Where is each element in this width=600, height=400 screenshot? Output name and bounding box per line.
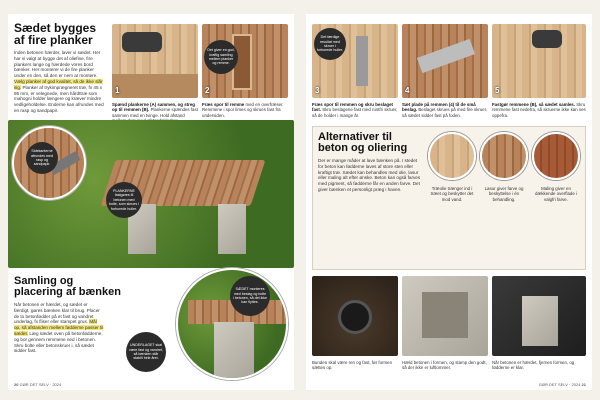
- bottom-caption-3: Når betonen er hærdet, fjernes formen, og fødderne er klar.: [492, 360, 575, 371]
- step3-number: 3: [315, 86, 320, 95]
- page-title-line2: af fire planker: [14, 33, 93, 47]
- tube-shape: [338, 300, 372, 334]
- mould-shape: [422, 292, 468, 338]
- step1-photo: [112, 24, 198, 98]
- plank-shape: [112, 74, 198, 98]
- intro-text: Inden betonen hærder, laver vi sædet. Her har vi valgt at bygge det af oliefine, fire plankers lange og hærdede vores bord bænker. Her monterer vi de fire planker under en den, så den er nem at montere. Vælg planker af god kvalitet, så de ikke slår sig. Planker af trykimprægneret træ, fx 45 x 95 mm, er velegnede, men hårdttræ som mahogni holder længere og kræver mindre vedligeholdelse. Enderne kan afrundes med en rasp og sandpapir.: [14, 50, 104, 113]
- plate-shape: [417, 39, 475, 73]
- hands-shape: [122, 32, 162, 52]
- section-highlight: Mål op, så afstanden mellem fødderne passer til sædet.: [14, 319, 104, 336]
- bottom-photo-3: [492, 276, 586, 356]
- middle-tag: PLANKERNE fastgøres til betonen med bolte, som skrues i forborede huller.: [106, 182, 142, 218]
- step5-number: 5: [495, 86, 500, 95]
- oil-caption: Træolie trænger ind i træet og beskytter det mod vand.: [430, 186, 474, 202]
- step4-number: 4: [405, 86, 410, 95]
- step5-caption: Fastgør remmene (B), så sædet samles. Skru remmene fast nedefra, så skruerne ikke kan ses oppefra.: [492, 102, 586, 118]
- section-text: Når betonen er hærdet, og sædet er færdigt, gøres bænken klar til brug. Placer de to betonfødder på et fast og vandret underlag, fx fliser eller stampet grus. Mål op, så afstanden mellem fødderne passer til sædet. Læg sædet oven på betonfødderne, og bor gennem remmene ned i betonen. Skru bolte eller betonskruer i, så sædet sidder fast.: [14, 302, 104, 354]
- alt-text: Der er mange måder at lave bænken på. I stedet for beton kan fødderne laves af store sten eller kraftigt træ. Sædet kan behandles med olie, lasur eller maling alt efter ønske. Beton kan også farves med pigment, så fødderne får en anden farve. Det giver bænken et personligt præg i haven.: [318, 158, 421, 192]
- step3-tag: Det færdige resultat med skruer i forborede huller.: [314, 28, 346, 60]
- right-page: [306, 14, 592, 390]
- bracket-shape: [356, 36, 368, 86]
- lasur-caption: Lasur giver farve og beskyttelse i én behandling.: [484, 186, 524, 202]
- bottom-photo-1: [312, 276, 398, 356]
- step1-number: 1: [115, 86, 120, 95]
- step1-caption: Spænd plankerne (A) sammen, og streg op til remmen (B). Plankerne spændes fast sammen med en tvinge. Hold afstand: [112, 102, 198, 118]
- section-title-line1: Samling og: [14, 275, 74, 287]
- bottom-caption-2: Hæld betonen i formen, og stamp den godt, så der ikke er luftlommer.: [402, 360, 487, 371]
- step3-caption: Fræs spor til remmen og skru beslaget fast. Skru beslagene fast med rustfri skruer, så de holder i mange år.: [312, 102, 398, 118]
- paint-caption: Maling giver en dækkende overflade i valgfri farve.: [535, 186, 577, 202]
- oil-sample-circle: [428, 132, 476, 180]
- alt-title-line2: beton og oliering: [318, 142, 408, 154]
- paint-sample-circle: [532, 132, 580, 180]
- step2-number: 2: [205, 86, 210, 95]
- bottom-photo-2: [402, 276, 488, 356]
- page-footer: GØR DET SELV · 2024 21: [538, 382, 586, 387]
- circle-tag: Sidekanterne afrundes med rasp og sandpapir.: [26, 142, 58, 174]
- section-title-line2: placering af bænken: [14, 286, 121, 298]
- bottom-caption-1: Bunden skal være ren og fast, før formen sættes op.: [312, 360, 393, 371]
- lasur-sample-circle: [480, 132, 528, 180]
- page-footer: 20 GØR DET SELV · 2024: [14, 382, 62, 387]
- intro-highlight: Vælg planker af god kvalitet, så de ikke slår sig.: [14, 78, 103, 90]
- step5-photo: [492, 24, 586, 98]
- bottom-tag: UNDERLAGET skal være fast og vandret, så bænken står stabilt hele året.: [126, 332, 166, 372]
- top-tag: SÆDET monteres med beslag og bolte i betonen, så det ikke kan flyttes.: [230, 276, 270, 316]
- cured-foot-shape: [522, 296, 558, 346]
- bench-foot-right: [218, 204, 246, 254]
- detail-foot: [214, 322, 254, 380]
- left-page: [8, 14, 294, 390]
- drill-hand-shape: [532, 30, 562, 48]
- page-title-line1: Sædet bygges: [14, 21, 97, 35]
- alt-title-line1: Alternativer til: [318, 131, 392, 143]
- step4-photo: [402, 24, 488, 98]
- step2-caption: Fræs spor til remme med en overfræser. Remmene i spor limes og skrues fast fra undersiden.: [202, 102, 284, 118]
- step2-tag: Det giver en god, kraftig samling mellem planker og remme.: [204, 40, 238, 74]
- step4-caption: Sæt plade på remmen (4) til de små beslag. Beslaget skrues på med fire skruer, så sædet sidder fast på foden.: [402, 102, 488, 118]
